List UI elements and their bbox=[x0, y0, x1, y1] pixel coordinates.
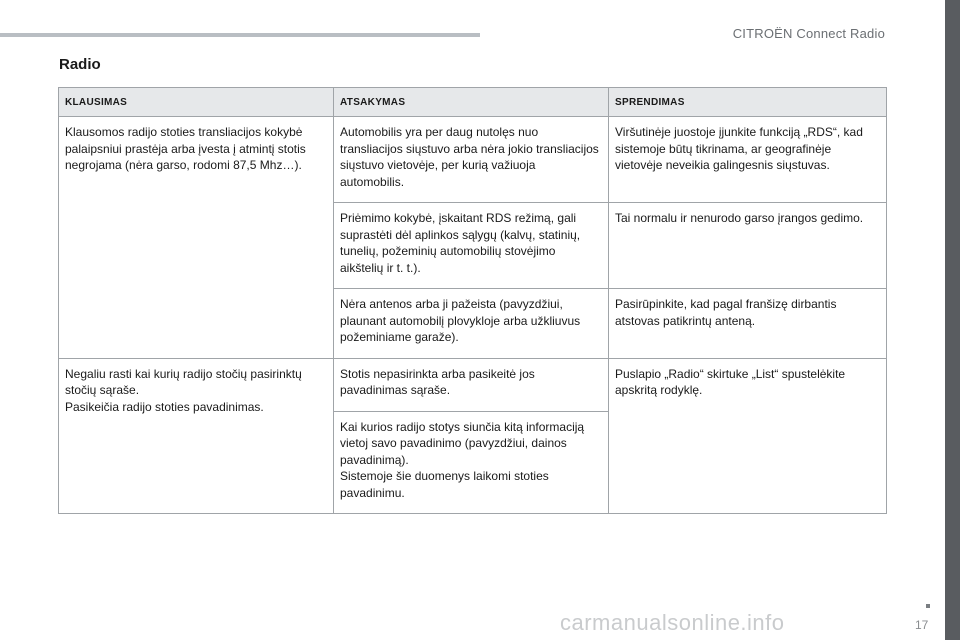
question-line: Negaliu rasti kai kurių radijo stočių pasirinktų stočių sąraše. bbox=[65, 366, 302, 397]
faq-table bbox=[58, 87, 887, 514]
question-line: Pasikeičia radijo stoties pavadinimas. bbox=[65, 399, 264, 414]
section-title: Radio bbox=[59, 56, 101, 73]
answer-cell: Priėmimo kokybė, įskaitant RDS režimą, gali suprastėti dėl aplinkos sąlygų (kalvų, statinių, tunelių, požeminių automobilių stovėjimo aikštelių ir t. t.). bbox=[334, 203, 609, 289]
answer-line: Sistemoje šie duomenys laikomi stoties pavadinimu. bbox=[340, 469, 549, 500]
question-cell bbox=[59, 358, 334, 514]
table-row bbox=[59, 358, 887, 411]
answer-line: Kai kurios radijo stotys siunčia kitą informaciją vietoj savo pavadinimo (pavyzdžiui, dainos pavadinimą). bbox=[340, 419, 585, 467]
answer-cell bbox=[334, 411, 609, 514]
solution-cell: Pasirūpinkite, kad pagal franšizę dirbantis atstovas patikrintų anteną. bbox=[609, 289, 887, 359]
table-row bbox=[59, 117, 887, 203]
manual-brand: CITROËN Connect Radio bbox=[732, 26, 885, 41]
watermark: carmanualsonline.info bbox=[560, 610, 785, 635]
column-header-solution: SPRENDIMAS bbox=[609, 88, 887, 117]
answer-cell: Stotis nepasirinkta arba pasikeitė jos pavadinimas sąraše. bbox=[334, 358, 609, 411]
answer-cell: Nėra antenos arba ji pažeista (pavyzdžiui, plaunant automobilį plovykloje arba užkliuvus požeminiame garaže). bbox=[334, 289, 609, 359]
side-bar bbox=[945, 0, 960, 640]
question-cell: Klausomos radijo stoties transliacijos kokybė palaipsniui prastėja arba įvesta į atmintį stotis negrojama (nėra garso, rodomi 87,5 Mhz…). bbox=[59, 117, 334, 359]
page-number: 17 bbox=[915, 618, 929, 632]
top-rule bbox=[0, 33, 480, 37]
solution-cell: Puslapio „Radio“ skirtuke „List“ spustelėkite apskritą rodyklę. bbox=[609, 358, 887, 514]
column-header-question: KLAUSIMAS bbox=[59, 88, 334, 117]
column-header-answer: ATSAKYMAS bbox=[334, 88, 609, 117]
page-marker bbox=[926, 604, 930, 608]
solution-cell: Viršutinėje juostoje įjunkite funkciją „RDS“, kad sistemoje būtų tikrinama, ar geografinėje vietovėje neveikia galingesnis siųstuvas. bbox=[609, 117, 887, 203]
answer-cell: Automobilis yra per daug nutolęs nuo transliacijos siųstuvo arba nėra jokio transliacijos siųstuvo vietovėje, per kurią važiuoja automobilis. bbox=[334, 117, 609, 203]
solution-cell: Tai normalu ir nenurodo garso įrangos gedimo. bbox=[609, 203, 887, 289]
table-header-row bbox=[59, 88, 887, 117]
